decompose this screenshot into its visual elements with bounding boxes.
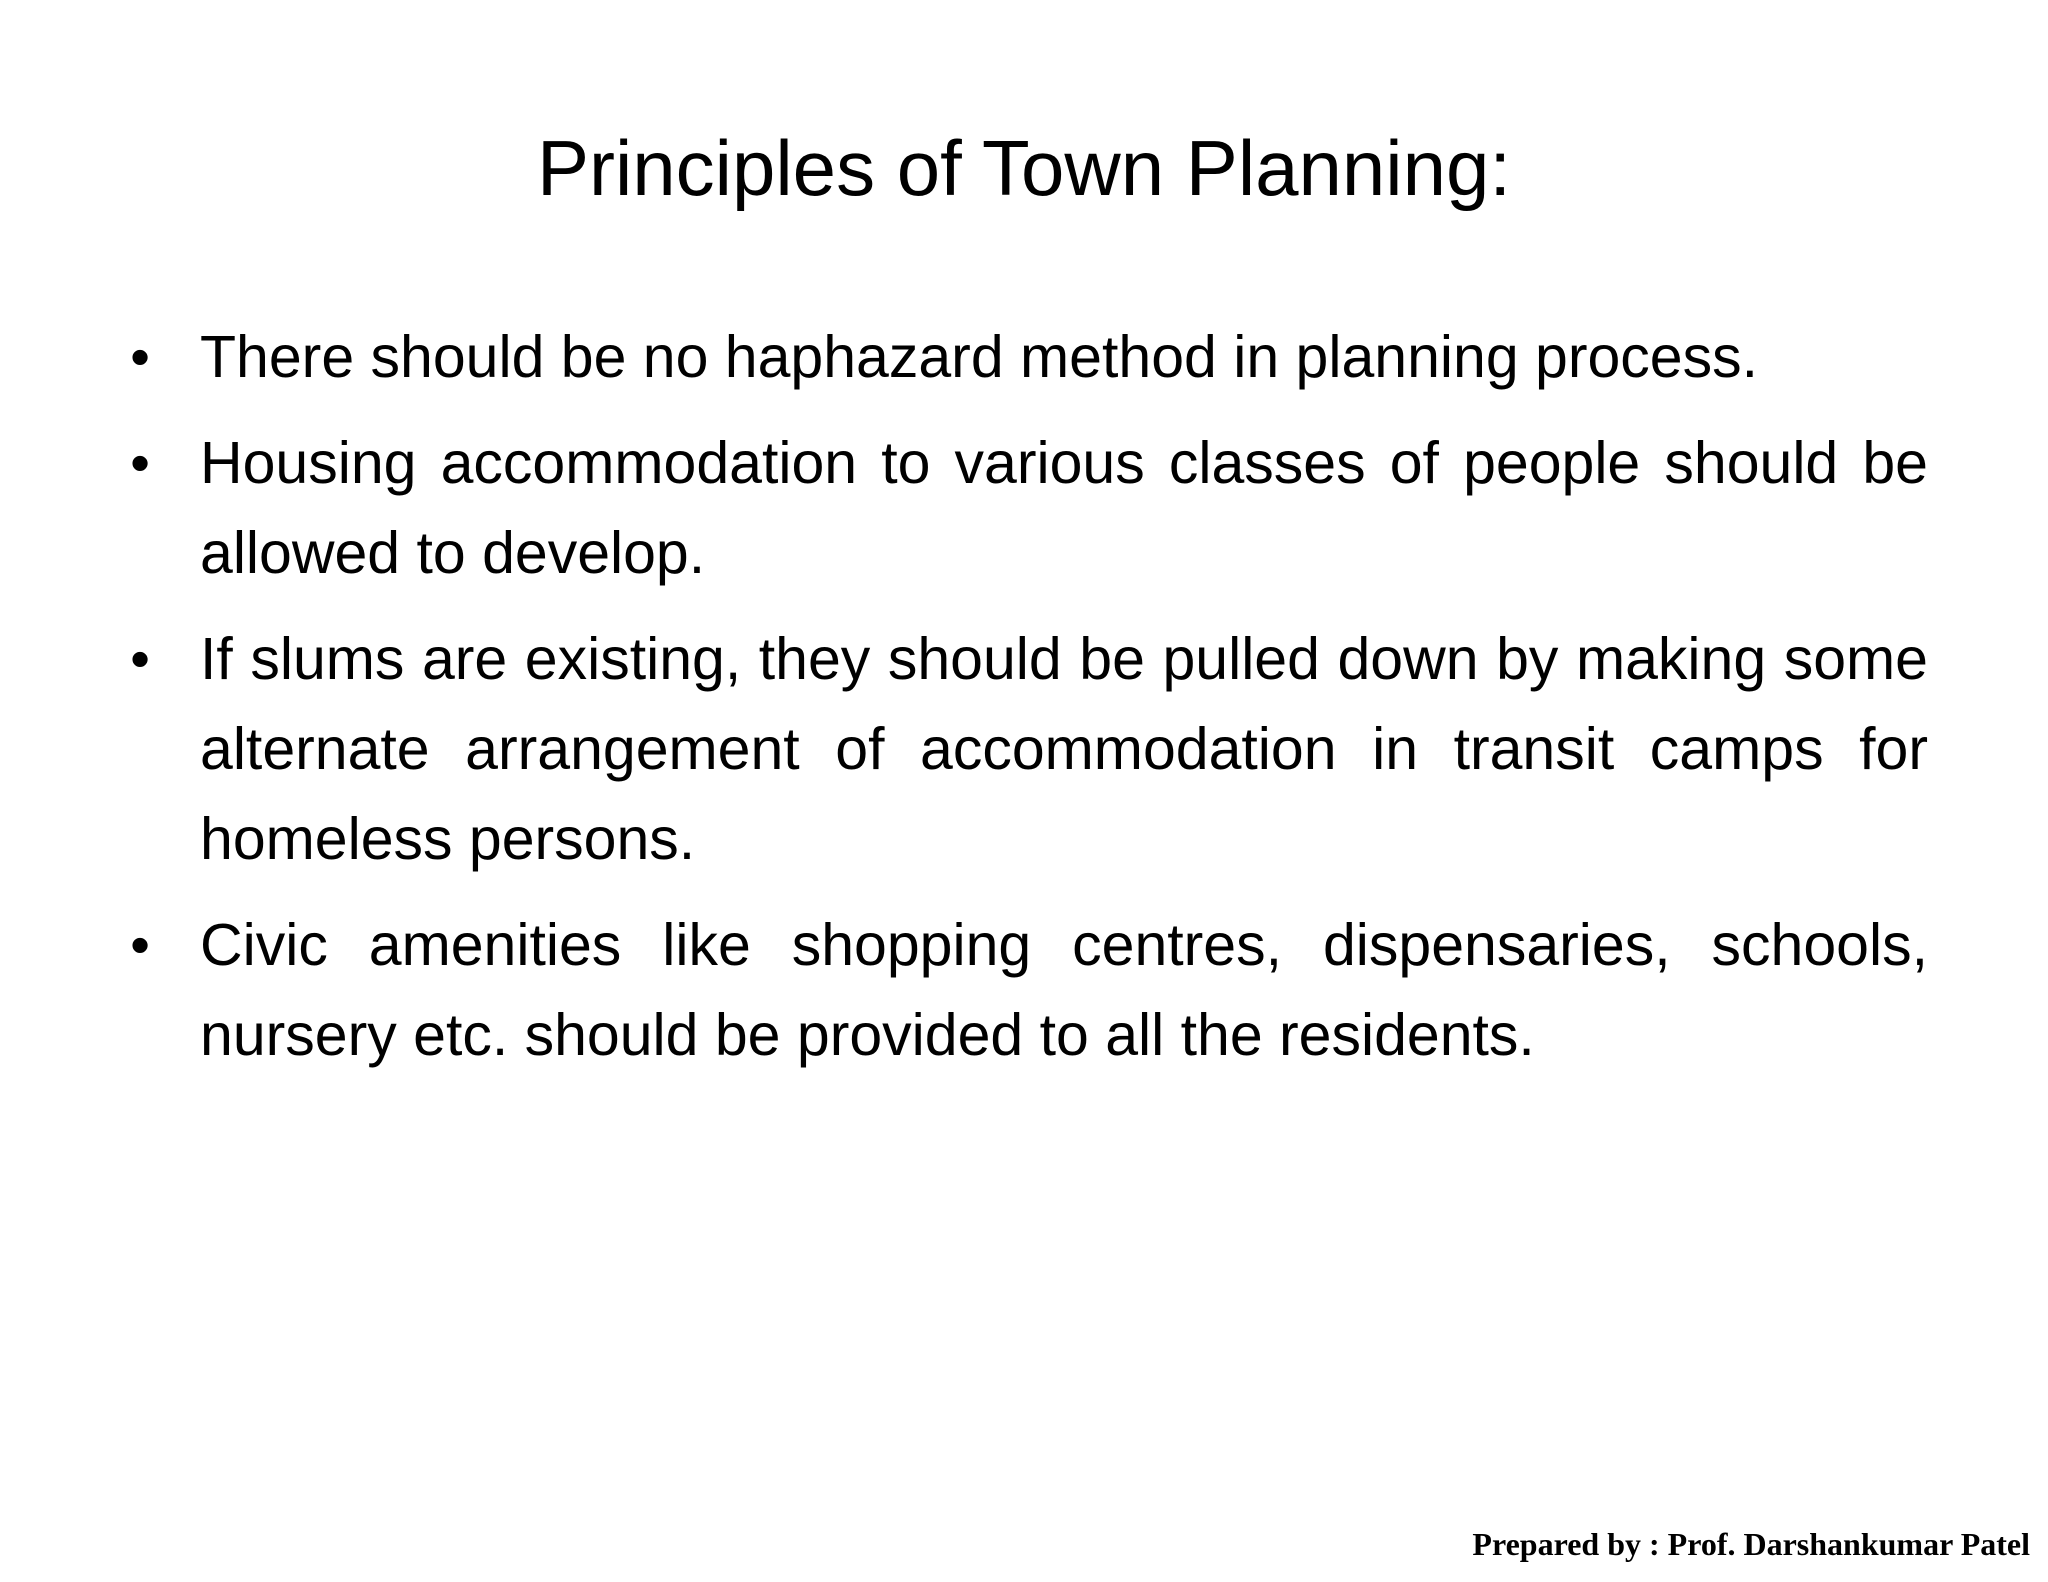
bullet-text: Civic amenities like shopping centres, dispensaries, schools, nursery etc. should be provided to all the residents. [200,912,1928,1068]
bullet-icon: • [130,627,150,690]
bullet-item [120,900,1928,1080]
bullet-icon: • [130,431,150,494]
bullet-item [120,312,1928,402]
bullet-text: There should be no haphazard method in planning process. [200,324,1758,390]
bullet-list [120,312,1928,1096]
bullet-icon: • [130,913,150,976]
bullet-text: If slums are existing, they should be pulled down by making some alternate arrangement of accommodation in transit camps for homeless persons. [200,626,1928,872]
footer-credit: Prepared by : Prof. Darshankumar Patel [1472,1526,2030,1562]
bullet-icon: • [130,325,150,388]
bullet-text: Housing accommodation to various classes of people should be allowed to develop. [200,430,1928,586]
bullet-item [120,614,1928,884]
bullet-item [120,418,1928,598]
slide-title: Principles of Town Planning: [536,124,1512,212]
